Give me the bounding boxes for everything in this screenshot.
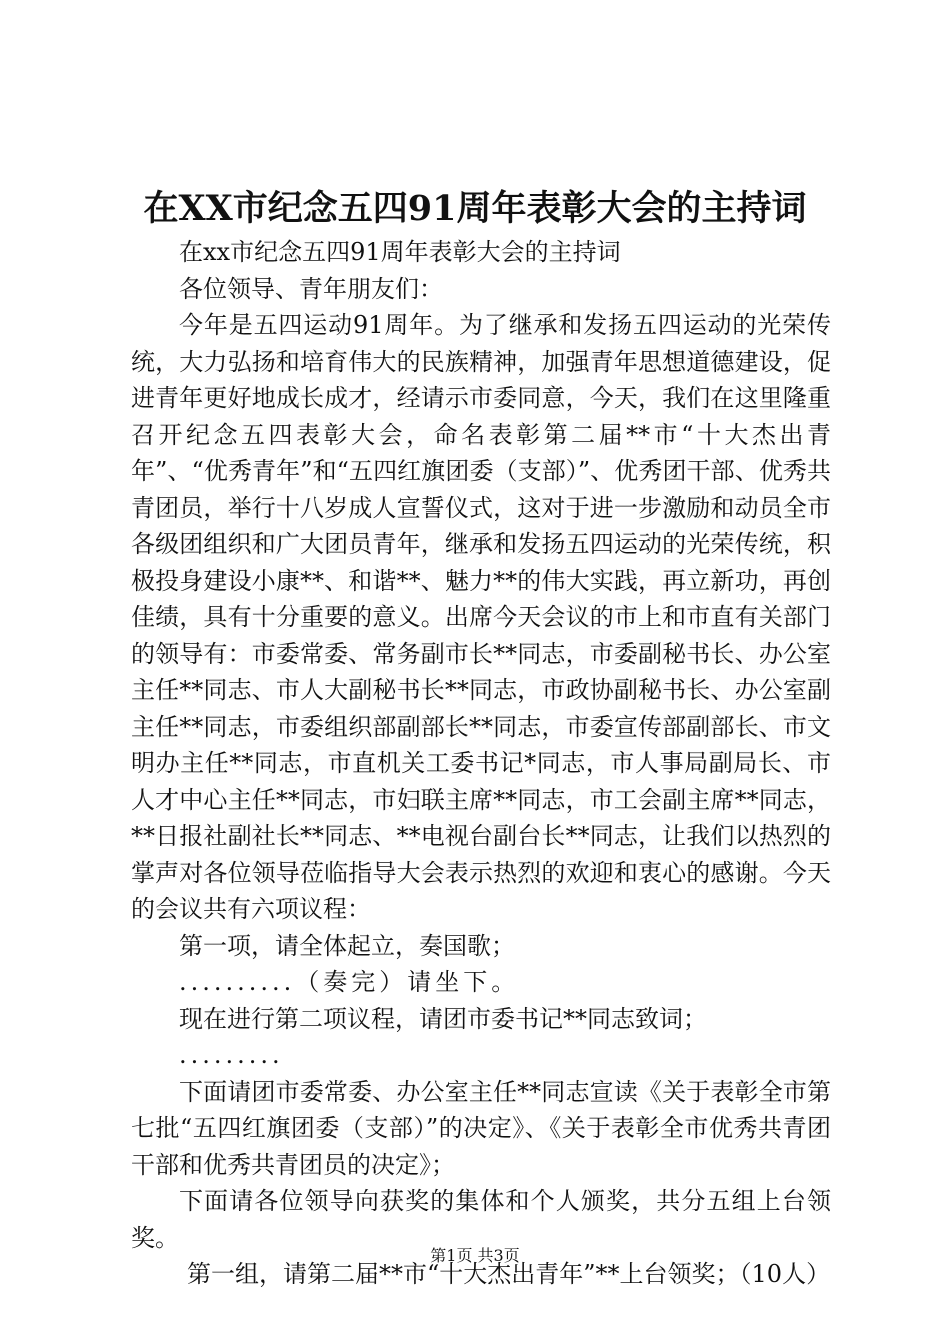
paragraph-anthem-done: ..........（奏完）请坐下。 bbox=[179, 968, 520, 996]
paragraph-decision-reading: 下面请团市委常委、办公室主任**同志宣读《关于表彰全市第七批“五四红旗团委（支部）”的决定》、《关于表彰全市优秀共青团干部和优秀共青团员的决定》； bbox=[131, 1077, 831, 1179]
paragraph-salutation: 各位领导、青年朋友们： bbox=[179, 274, 443, 303]
paragraph-ellipsis: ......... bbox=[179, 1041, 284, 1069]
paragraph-award-intro: 下面请各位领导向获奖的集体和个人颁奖，共分五组上台领奖。 bbox=[131, 1187, 831, 1252]
paragraph-agenda-item-2: 现在进行第二项议程，请团市委书记**同志致词； bbox=[179, 1004, 707, 1033]
page-footer: 第1页 共3页 bbox=[430, 1246, 520, 1265]
paragraph-agenda-item-1: 第一项，请全体起立，奏国歌； bbox=[179, 931, 515, 960]
paragraph-award-group-1: 第一组，请第二届**市“十大杰出青年”**上台领奖；（10人） bbox=[187, 1260, 831, 1288]
paragraph-subtitle: 在xx市纪念五四91周年表彰大会的主持词 bbox=[179, 238, 621, 266]
paragraph-opening: 今年是五四运动91周年。为了继承和发扬五四运动的光荣传统，大力弘扬和培育伟大的民族精神，加强青年思想道德建设，促进青年更好地成长成才，经请示市委同意，今天，我们在这里隆重召开纪念五四表彰大会，命名表彰第二届**市“十大杰出青年”、“优秀青年”和“五四红旗团委（支部）”、优秀团干部、优秀共青团员，举行十八岁成人宣誓仪式，这对于进一步激励和动员全市各级团组织和广大团员青年，继承和发扬五四运动的光荣传统，积极投身建设小康**、和谐**、魅力**的伟大实践，再立新功，再创佳绩，具有十分重要的意义。出席今天会议的市上和市直有关部门的领导有：市委常委、常务副市长**同志，市委副秘书长、办公室主任**同志、市人大副秘书长**同志，市政协副秘书长、办公室副主任**同志，市委组织部副部长**同志，市委宣传部副部长、市文明办主任**同志，市直机关工委书记*同志，市人事局副局长、市人才中心主任**同志，市妇联主席**同志，市工会副主席**同志，**日报社副社长**同志、**电视台副台长**同志，让我们以热烈的掌声对各位领导莅临指导大会表示热烈的欢迎和衷心的感谢。今天的会议共有六项议程： bbox=[131, 311, 831, 923]
document-title: 在XX市纪念五四91周年表彰大会的主持词 bbox=[143, 188, 807, 229]
document-body bbox=[131, 234, 831, 1293]
